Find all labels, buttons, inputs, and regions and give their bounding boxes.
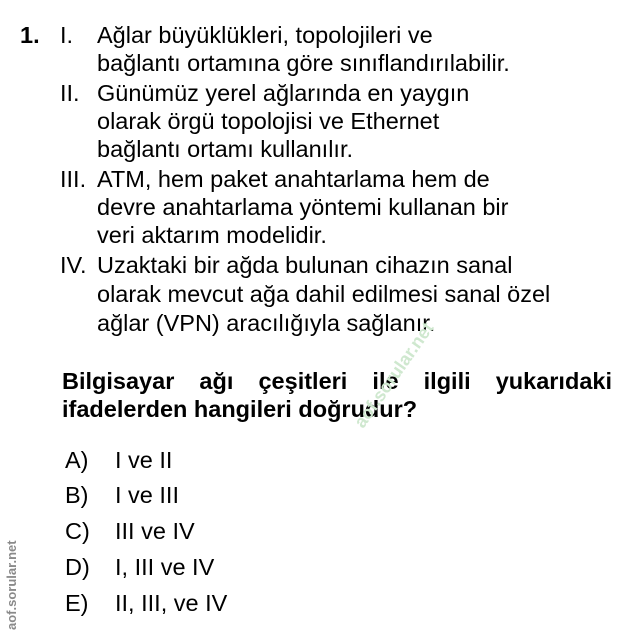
option-letter: E) [65, 590, 89, 616]
numeral: II. [60, 80, 80, 106]
line: bağlantı ortamı kullanılır. [97, 136, 354, 162]
numeral: IV. [60, 252, 87, 278]
watermark: aof.sorular.net [350, 318, 438, 432]
line: olarak örgü topolojisi ve Ethernet [97, 108, 440, 134]
line: Günümüz yerel ağlarında en yaygın [97, 80, 470, 106]
option-letter: A) [65, 447, 89, 473]
line: veri aktarım modelidir. [97, 222, 327, 248]
option-letter: B) [65, 482, 89, 508]
line: olarak mevcut ağa dahil edilmesi sanal özel [97, 281, 551, 307]
line: bağlantı ortamına göre sınıflandırılabilir. [97, 50, 510, 76]
question-text: ifadelerden hangileri doğrudur? [62, 396, 418, 422]
line: Uzaktaki bir ağda bulunan cihazın sanal [97, 252, 513, 278]
option-text: I, III ve IV [115, 554, 215, 580]
side-watermark: aof.sorular.net [4, 540, 19, 630]
numeral: I. [60, 22, 74, 48]
numeral: III. [60, 166, 87, 192]
option-text: I ve III [115, 482, 179, 508]
option-letter: C) [65, 518, 90, 544]
line: ağlar (VPN) aracılığıyla sağlanır. [97, 310, 436, 336]
line: ATM, hem paket anahtarlama hem de [97, 166, 490, 192]
line: Ağlar büyüklükleri, topolojileri ve [97, 22, 433, 48]
question-text: Bilgisayar ağı çeşitleri ile ilgili yukarıdaki [62, 368, 612, 394]
line: devre anahtarlama yöntemi kullanan bir [97, 194, 509, 220]
option-text: III ve IV [115, 518, 195, 544]
option-letter: D) [65, 554, 90, 580]
option-text: I ve II [115, 447, 173, 473]
question-number: 1. [20, 22, 40, 48]
option-text: II, III, ve IV [115, 590, 228, 616]
